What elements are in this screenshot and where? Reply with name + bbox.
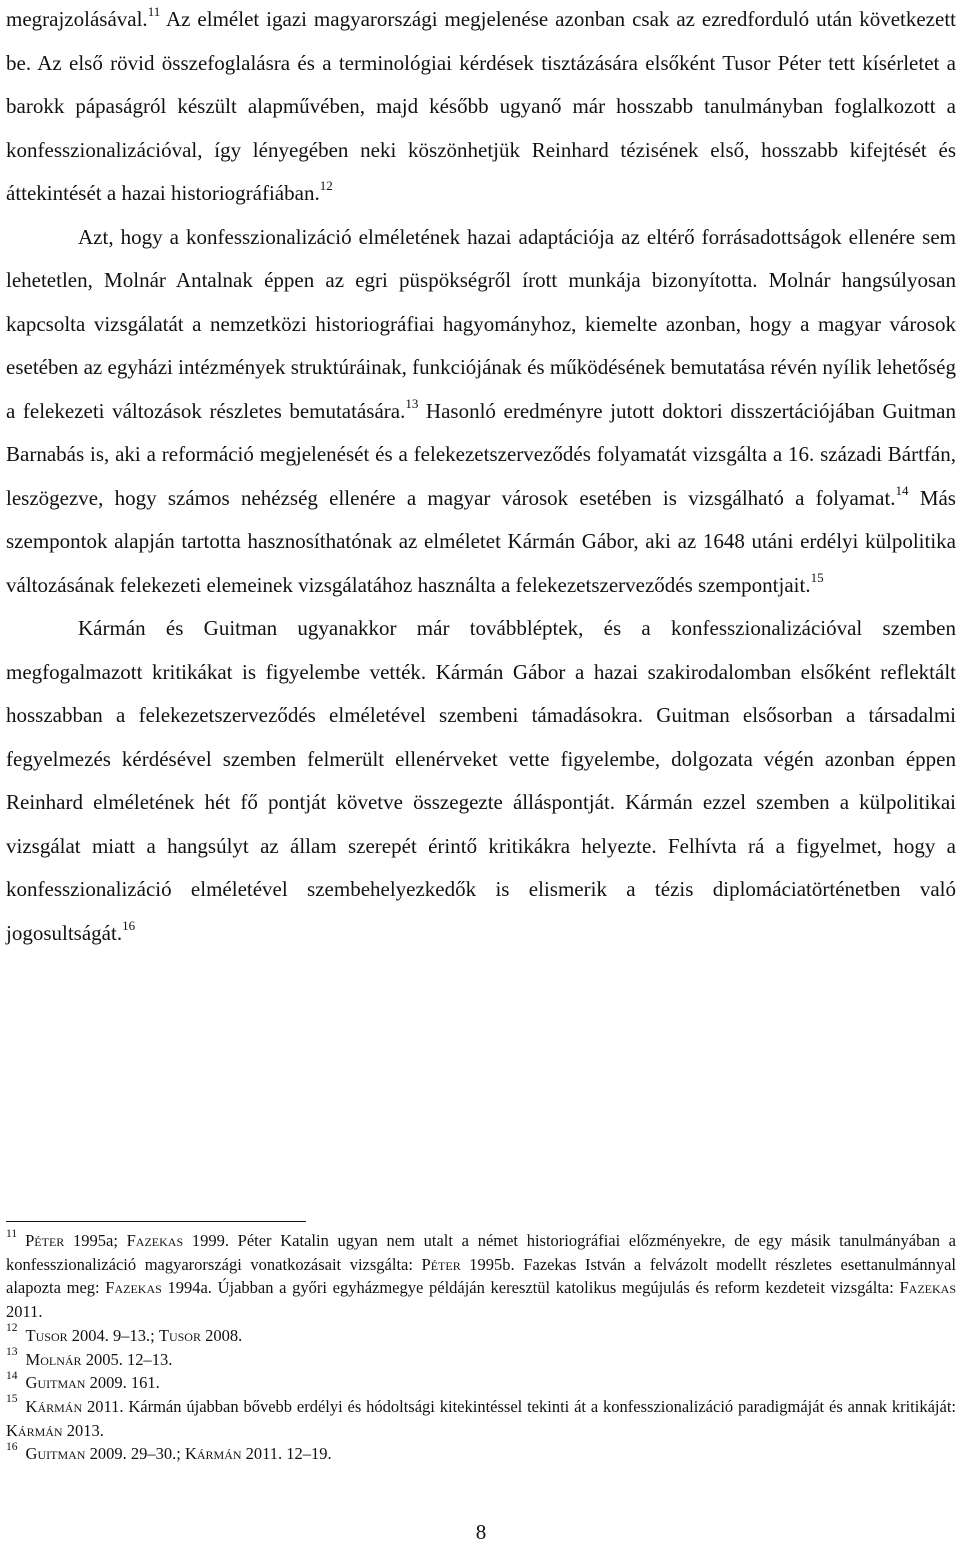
footnote-ref: 11 [147, 4, 161, 19]
document-page [6, 0, 956, 1544]
author-name: Kármán [184, 1444, 242, 1464]
page-number: 8 [475, 1520, 487, 1544]
footnote-11 [6, 1229, 956, 1324]
text-run: Az elmélet igazi magyarországi megjelenése azonban csak az ezredforduló után következett be. Az első rövid összefoglalásra és a terminológiai kérdések tisztázására elsőként Tusor Péter tett kísérletet a barokk pápaságról készült alapművében, majd később ugyanő már hosszabb tanulmányban foglalkozott a konfesszionalizációval, így lényegében neki köszönhetjük Reinhard tézisének első, hosszabb kifejtését és áttekintését a hazai historiográfiában. [6, 7, 956, 205]
footnote-ref: 13 [6, 1346, 18, 1359]
text-run: 2009. 29–30.; [85, 1444, 185, 1464]
footnote-15 [6, 1395, 956, 1442]
text-run: Hasonló eredményre jutott doktori disszertációjában Guitman Barnabás is, aki a reformáció megjelenését és a felekezetszerveződés folyamatát vizsgálta a 16. századi Bártfán, leszögezve, hogy számos nehézség ellenére a magyar városok esetében is vizsgálható a folyamat. [6, 398, 956, 510]
footnote-ref: 13 [405, 395, 419, 411]
text-run: Más szempontok alapján tartotta hasznosíthatónak az elméletet Kármán Gábor, aki az 1648 utáni erdélyi külpolitika változásának felekezeti elemeinek vizsgálatához használta a felekezetszerveződés szempontjait. [6, 485, 956, 597]
author-name: Fazekas [105, 1278, 162, 1298]
footnote-ref: 14 [895, 482, 909, 498]
author-name: Guitman [25, 1444, 86, 1464]
paragraph-1 [6, 0, 956, 216]
footnote-12 [6, 1324, 956, 1348]
author-name: Molnár [25, 1349, 82, 1369]
author-name: Fazekas [899, 1278, 956, 1298]
footnotes [6, 1229, 956, 1466]
text-run: Azt, hogy a konfesszionalizáció elméletének hazai adaptációja az eltérő forrásadottságok ellenére sem lehetetlen, Molnár Antalnak éppen az egri püspökségről írott munkája bizonyította. Molnár hangsúlyosan kapcsolta vizsgálatát a nemzetközi historiográfiai hagyományhoz, kiemelte azonban, hogy a magyar városok esetében az egyházi intézmények struktúráinak, funkciójának és működésének bemutatása révén nyílik lehetőség a felekezeti változások részletes bemutatására. [6, 224, 956, 423]
text-run: 2009. 161. [85, 1373, 160, 1393]
footnote-ref: 11 [6, 1227, 18, 1240]
footnote-separator [6, 1221, 306, 1222]
footnote-ref: 15 [810, 569, 824, 585]
text-run: 2011. Kármán újabban bővebb erdélyi és hódoltsági kitekintéssel tekinti át a konfesszionalizáció paradigmáját és annak kritikáját: [82, 1396, 956, 1416]
paragraph-2 [6, 216, 956, 608]
footnote-ref: 12 [319, 178, 333, 193]
footnote-13 [6, 1348, 956, 1372]
author-name: Kármán [25, 1396, 83, 1416]
footnote-16 [6, 1442, 956, 1466]
text-run: 2005. 12–13. [81, 1349, 173, 1369]
text-run: 2013. [62, 1420, 104, 1440]
text-run: 1995b. Fazekas István a felvázolt modellt részletes esettanulmánnyal alapozta meg: [6, 1254, 956, 1298]
text-run: 1995a; [64, 1231, 127, 1250]
text-run: 2011. [6, 1302, 43, 1322]
text-run: 2004. 9–13.; [67, 1325, 159, 1345]
body-text [6, 0, 956, 955]
author-name: Guitman [25, 1373, 86, 1393]
author-name: Péter [421, 1254, 461, 1274]
footnote-ref: 12 [6, 1322, 18, 1335]
footnote-ref: 16 [122, 917, 136, 933]
author-name: Tusor [25, 1325, 68, 1345]
text-run: Kármán és Guitman ugyanakkor már továbbléptek, és a konfesszionalizációval szemben megfogalmazott kritikákat is figyelembe vették. Kármán Gábor a hazai szakirodalomban elsőként reflektált hosszabban a felekezetszerveződés elméletével szembeni támadásokra. Guitman elsősorban a társadalmi fegyelmezés kérdésével szemben felmerült ellenérveket vette figyelembe, dolgozata végén azonban éppen Reinhard elméletének hét fő pontját követve összegezte álláspontját. Kármán ezzel szemben a külpolitikai vizsgálat miatt a hangsúlyt az állam szerepét érintő kritikákra helyezte. Felhívta rá a figyelmet, hogy a konfesszionalizáció elméletével szembehelyezkedők is elismerik a tézis diplomáciatörténetben való jogosultságát. [6, 616, 956, 945]
text-run: 1999. Péter Katalin ugyan nem utalt a német historiográfiai előzményekre, de egy másik tanulmányában a konfesszionalizáció magyarországi vonatkozásait vizsgálta: [6, 1231, 956, 1274]
author-name: Péter [25, 1231, 65, 1250]
footnote-ref: 15 [6, 1393, 18, 1406]
text-run: megrajzolásával. [6, 7, 148, 31]
footnote-ref: 14 [6, 1369, 18, 1382]
author-name: Kármán [6, 1420, 63, 1440]
author-name: Tusor [158, 1325, 201, 1345]
footnote-14 [6, 1371, 956, 1395]
text-run: 2008. [200, 1325, 243, 1345]
text-run: 2011. 12–19. [241, 1444, 332, 1464]
text-run: 1994a. Újabban a győri egyházmegye példáján keresztül katolikus megújulás és reform kezdeteit vizsgálta: [161, 1278, 900, 1298]
footnote-ref: 16 [6, 1440, 18, 1453]
paragraph-3 [6, 607, 956, 955]
author-name: Fazekas [126, 1231, 184, 1250]
